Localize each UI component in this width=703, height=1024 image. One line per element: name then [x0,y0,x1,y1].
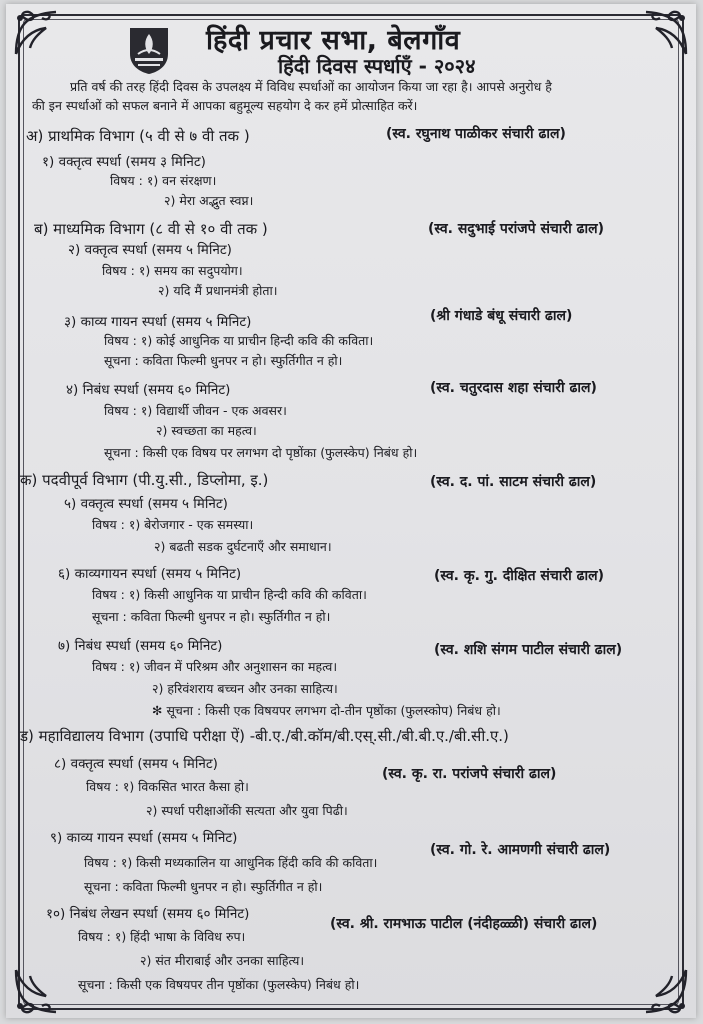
section-heading: ब) माध्यमिक विभाग (८ वी से १० वी तक ) [34,220,268,238]
topic-line: विषय : १) कोई आधुनिक या प्राचीन हिन्दी कवि की कविता। [104,333,374,348]
topic-line: २) यदि मैं प्रधानमंत्री होता। [158,283,278,298]
intro-text-line-1: प्रति वर्ष की तरह हिंदी दिवस के उपलक्ष्य में विविध स्पर्धाओं का आयोजन किया जा रहा है। आपसे अनुरोध है [70,79,552,94]
note-line: सूचना : कविता फिल्मी धुनपर न हो। स्फुर्तिगीत न हो। [104,353,343,368]
trophy-label: (स्व. द. पां. साटम संचारी ढाल) [430,474,597,490]
section-heading: क) पदवीपूर्व विभाग (पी.यु.सी., डिप्लोमा, इ.) [20,471,269,489]
trophy-label: (स्व. शशि संगम पाटील संचारी ढाल) [434,642,623,658]
trophy-label: (स्व. चतुरदास शहा संचारी ढाल) [430,380,597,396]
topic-line: २) संत मीराबाई और उनका साहित्य। [140,953,305,968]
corner-ornament-icon [12,966,82,1016]
topic-line: विषय : १) हिंदी भाषा के विविध रुप। [78,929,246,944]
intro-text-line-2: की इन स्पर्धाओं को सफल बनाने में आपका बहुमूल्य सहयोग दे कर हमें प्रोत्साहित करें। [32,98,418,113]
trophy-label: (स्व. श्री. रामभाऊ पाटील (नंदीहळ्ळी) संचारी ढाल) [330,916,598,932]
trophy-label: (स्व. सदुभाई परांजपे संचारी ढाल) [428,221,605,237]
notice-paper [6,4,696,1018]
corner-ornament-icon [620,966,690,1016]
topic-line: विषय : १) किसी मध्यकालिन या आधुनिक हिंदी कवि की कविता। [84,855,378,870]
competition-title: ९) काव्य गायन स्पर्धा (समय ५ मिनिट) [50,830,238,846]
competition-title: ५) वक्तृत्व स्पर्धा (समय ५ मिनिट) [64,496,228,512]
page-title: हिंदी प्रचार सभा, बेलगाँव [206,25,461,56]
sabha-emblem-icon [124,24,174,76]
trophy-label: (स्व. गो. रे. आमणगी संचारी ढाल) [430,842,611,858]
note-line: सूचना : कविता फिल्मी धुनपर न हो। स्फुर्तिगीत न हो। [92,609,331,624]
competition-title: ३) काव्य गायन स्पर्धा (समय ५ मिनिट) [64,314,252,330]
competition-title: १) वक्तृत्व स्पर्धा (समय ३ मिनिट) [42,154,206,170]
topic-line: २) बढती सडक दुर्घटनाएँ और समाधान। [154,539,332,554]
trophy-label: (श्री गंधाडे बंधू संचारी ढाल) [430,308,573,324]
note-line: ✻ सूचना : किसी एक विषयपर लगभग दो-तीन पृष्ठोंका (फुलस्कोप) निबंध हो। [152,703,501,718]
note-line: सूचना : कविता फिल्मी धुनपर न हो। स्फुर्तिगीत न हो। [84,879,323,894]
topic-line: विषय : १) विद्यार्थी जीवन - एक अवसर। [104,403,287,418]
competition-title: ८) वक्तृत्व स्पर्धा (समय ५ मिनिट) [54,756,218,772]
topic-line: विषय : १) वन संरक्षण। [110,173,217,188]
topic-line: २) स्पर्धा परीक्षाओंकी सत्यता और युवा पिढी। [146,803,348,818]
note-line: सूचना : किसी एक विषयपर तीन पृष्ठोंका (फुलस्केप) निबंध हो। [78,977,360,992]
corner-ornament-icon [12,8,82,58]
topic-line: विषय : १) विकसित भारत कैसा हो। [86,779,249,794]
competition-title: २) वक्तृत्व स्पर्धा (समय ५ मिनिट) [68,242,232,258]
topic-line: २) स्वच्छता का महत्व। [156,423,257,438]
topic-line: २) हरिवंशराय बच्चन और उनका साहित्य। [152,681,338,696]
corner-ornament-icon [620,8,690,58]
page-subtitle: हिंदी दिवस स्पर्धाएँ - २०२४ [278,54,476,78]
note-line: सूचना : किसी एक विषय पर लगभग दो पृष्ठोंका (फुलस्केप) निबंध हो। [104,445,418,460]
trophy-label: (स्व. कृ. गु. दीक्षित संचारी ढाल) [434,568,605,584]
competition-title: १०) निबंध लेखन स्पर्धा (समय ६० मिनिट) [46,906,250,922]
topic-line: विषय : १) किसी आधुनिक या प्राचीन हिन्दी कवि की कविता। [92,587,367,602]
topic-line: विषय : १) बेरोजगार - एक समस्या। [92,517,254,532]
topic-line: विषय : १) जीवन में परिश्रम और अनुशासन का महत्व। [92,659,338,674]
section-heading: अ) प्राथमिक विभाग (५ वी से ७ वी तक ) [26,127,250,145]
trophy-label: (स्व. रघुनाथ पाळीकर संचारी ढाल) [386,126,566,142]
competition-title: ४) निबंध स्पर्धा (समय ६० मिनिट) [66,382,231,398]
trophy-label: (स्व. कृ. रा. परांजपे संचारी ढाल) [382,766,557,782]
competition-title: ७) निबंध स्पर्धा (समय ६० मिनिट) [58,638,223,654]
topic-line: विषय : १) समय का सदुपयोग। [102,263,243,278]
competition-title: ६) काव्यगायन स्पर्धा (समय ५ मिनिट) [58,566,242,582]
section-heading: ड) महाविद्यालय विभाग (उपाधि परीक्षा ऐं) -बी.ए./बी.कॉम/बी.एस्.सी./बी.बी.ए./बी.सी.ए.) [20,727,509,745]
topic-line: २) मेरा अद्भुत स्वप्न। [164,193,254,208]
